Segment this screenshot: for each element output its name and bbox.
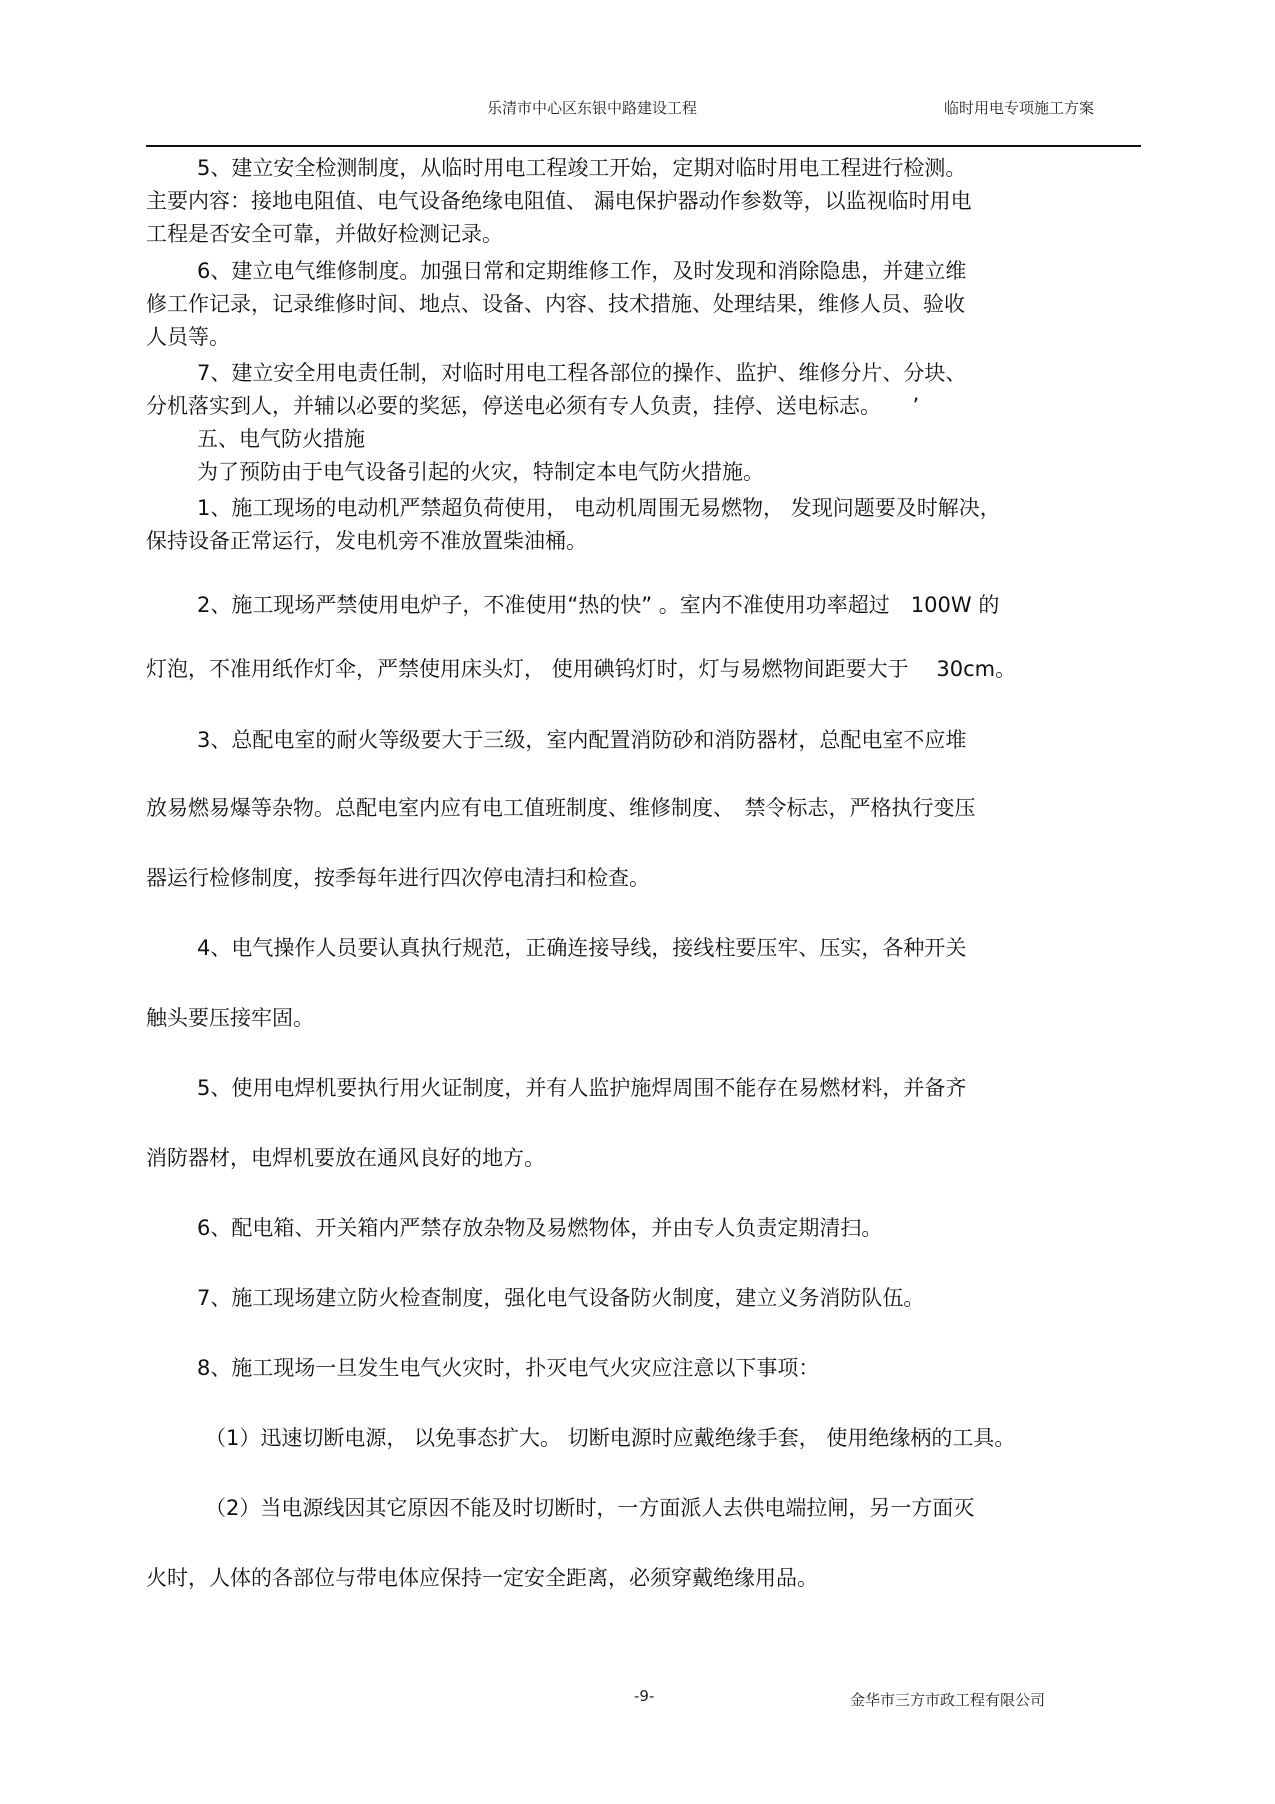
footer-company: 金华市三方市政工程有限公司 <box>850 1691 1046 1709</box>
body-line: 器运行检修制度，按季每年进行四次停电清扫和检查。 <box>146 866 650 890</box>
body-line: 6、配电箱、开关箱内严禁存放杂物及易燃物体，并由专人负责定期清扫。 <box>197 1216 883 1240</box>
header-rule <box>146 145 1141 147</box>
body-line: 3、总配电室的耐火等级要大于三级，室内配置消防砂和消防器材，总配电室不应堆 <box>197 728 967 752</box>
body-line: 火时，人体的各部位与带电体应保持一定安全距离，必须穿戴绝缘用品。 <box>146 1566 818 1590</box>
page-header-doc-title: 临时用电专项施工方案 <box>944 99 1095 117</box>
body-line: 5、使用电焊机要执行用火证制度，并有人监护施焊周围不能存在易燃材料，并备齐 <box>197 1076 967 1100</box>
body-line: 1、施工现场的电动机严禁超负荷使用， 电动机周围无易燃物， 发现问题要及时解决， <box>197 496 1001 520</box>
page-header-project: 乐清市中心区东银中路建设工程 <box>487 99 698 117</box>
body-line: 灯泡，不准用纸作灯伞，严禁使用床头灯， 使用碘钨灯时，灯与易燃物间距要大于 30cm。 <box>146 657 1017 681</box>
body-line: （2）当电源线因其它原因不能及时切断时，一方面派人去供电端拉闸，另一方面灭 <box>205 1496 975 1520</box>
body-line: 人员等。 <box>146 325 230 349</box>
body-line: 4、电气操作人员要认真执行规范，正确连接导线，接线柱要压牢、压实，各种开关 <box>197 936 967 960</box>
body-line: 分机落实到人，并辅以必要的奖惩，停送电必须有专人负责，挂停、送电标志。 ’ <box>146 394 920 418</box>
body-line: 修工作记录，记录维修时间、地点、设备、内容、技术措施、处理结果，维修人员、验收 <box>146 292 965 316</box>
body-line: 2、施工现场严禁使用电炉子，不准使用“热的快” 。室内不准使用功率超过 100W 的 <box>197 593 1000 617</box>
body-line: 7、建立安全用电责任制，对临时用电工程各部位的操作、监护、维修分片、分块、 <box>197 361 967 385</box>
body-line: 8、施工现场一旦发生电气火灾时，扑灭电气火灾应注意以下事项： <box>197 1356 820 1380</box>
body-line: 触头要压接牢固。 <box>146 1006 314 1030</box>
body-line: 保持设备正常运行，发电机旁不准放置柴油桶。 <box>146 529 587 553</box>
body-line: 5、建立安全检测制度，从临时用电工程竣工开始，定期对临时用电工程进行检测。 <box>197 156 967 180</box>
body-line: 消防器材，电焊机要放在通风良好的地方。 <box>146 1146 545 1170</box>
page-number: -9- <box>634 1687 655 1705</box>
body-line: 6、建立电气维修制度。加强日常和定期维修工作，及时发现和消除隐患，并建立维 <box>197 259 967 283</box>
body-line: 主要内容：接地电阻值、电气设备绝缘电阻值、 漏电保护器动作参数等，以监视临时用电 <box>146 189 972 213</box>
body-line: 工程是否安全可靠，并做好检测记录。 <box>146 222 503 246</box>
body-line: 为了预防由于电气设备引起的火灾，特制定本电气防火措施。 <box>197 460 764 484</box>
body-line: （1）迅速切断电源， 以免事态扩大。 切断电源时应戴绝缘手套， 使用绝缘柄的工具。 <box>205 1426 1016 1450</box>
body-line: 放易燃易爆等杂物。总配电室内应有电工值班制度、维修制度、 禁令标志，严格执行变压 <box>146 796 976 820</box>
body-line: 7、施工现场建立防火检查制度，强化电气设备防火制度，建立义务消防队伍。 <box>197 1286 925 1310</box>
section-heading: 五、电气防火措施 <box>197 427 365 451</box>
